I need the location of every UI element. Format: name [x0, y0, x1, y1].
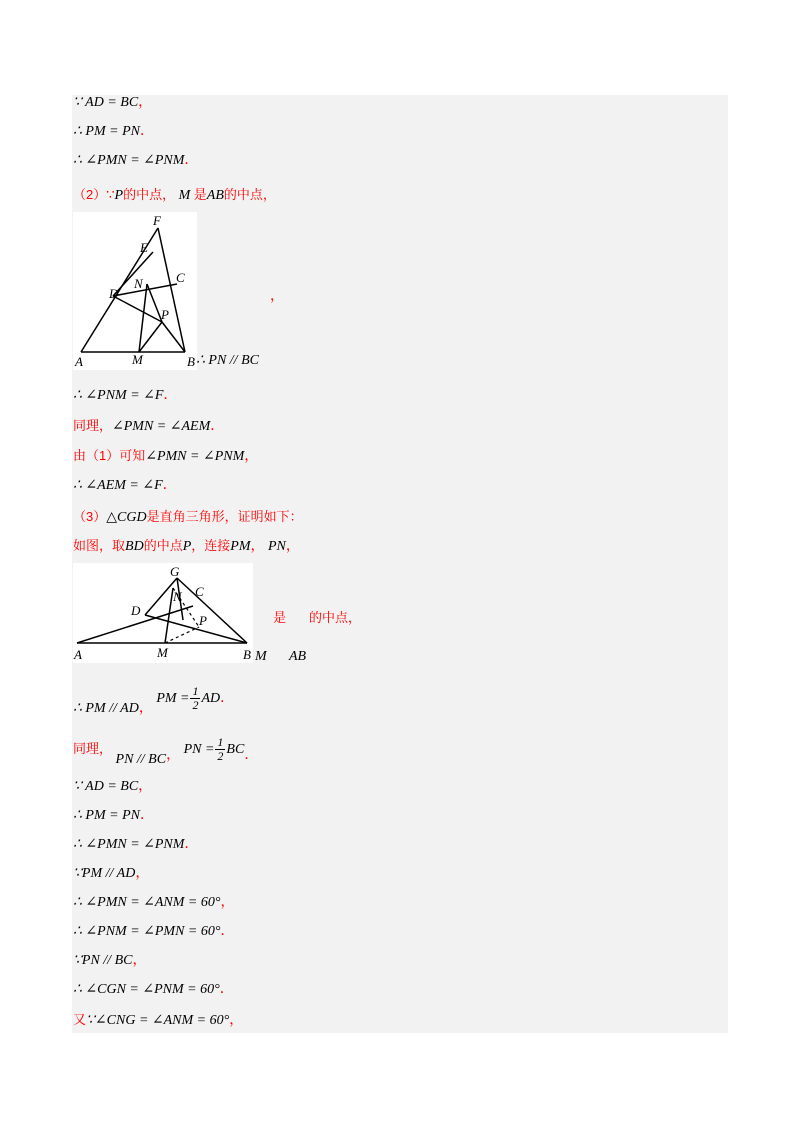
label-b: B	[243, 647, 251, 662]
proof-line-21	[73, 1008, 243, 1032]
proof-line-11	[73, 684, 235, 724]
math-text: ∵ AD = BC	[73, 95, 139, 110]
math-text: AD	[201, 691, 221, 706]
red-text: 又	[73, 1012, 87, 1027]
red-text: （3）	[73, 509, 107, 524]
comma: ，	[138, 779, 153, 794]
fraction	[190, 685, 200, 712]
label-a: A	[75, 354, 83, 369]
period: ．	[244, 748, 259, 763]
period: ．	[220, 691, 235, 706]
red-text: 是	[273, 610, 287, 625]
math-text: BC	[226, 742, 245, 757]
math-text: ∵ AD = BC	[73, 779, 139, 794]
math-text: ∴ PM = PN	[73, 808, 140, 823]
math-text: ∴ ∠PMN = ∠PNM	[73, 837, 185, 852]
label-m: M	[132, 352, 143, 367]
label-b: B	[187, 354, 195, 369]
math-text: ∠PMN = ∠AEM	[112, 419, 211, 434]
comma: ，	[285, 539, 300, 554]
math-text: PN	[268, 539, 286, 554]
label-n: N	[134, 276, 143, 291]
red-text: 由（1）可知	[73, 448, 146, 463]
figure-2-svg	[73, 563, 253, 663]
math-text: M	[178, 188, 191, 203]
period: ．	[139, 808, 154, 823]
geometry-figure-1	[73, 212, 197, 370]
red-text: 是直角三角形，证明如下：	[146, 509, 303, 524]
numerator: 1	[217, 735, 224, 750]
math-text: AB	[289, 649, 307, 664]
math-text: PN // BC	[115, 752, 167, 767]
math-text: AB	[206, 188, 224, 203]
math-text: ∴ PN // BC	[196, 353, 259, 368]
proof-line-5	[73, 384, 177, 408]
proof-line-8	[73, 474, 177, 498]
math-text: ∴ ∠PNM = ∠F	[73, 388, 164, 403]
math-text: ∴ PM // AD	[73, 701, 139, 716]
math-text: P	[114, 188, 124, 203]
comma: ，	[244, 449, 259, 464]
red-text: 如图，取	[73, 538, 126, 553]
red-text: 的中点	[143, 538, 183, 553]
figure-1-comma	[270, 285, 284, 309]
proof-line-2	[73, 120, 154, 144]
label-p: P	[161, 307, 169, 322]
math-frac-expr	[183, 735, 245, 764]
label-f: F	[153, 213, 161, 228]
comma: ，	[250, 539, 265, 554]
math-text: PM =	[156, 691, 190, 706]
proof-line-18	[73, 920, 234, 944]
proof-line-15	[73, 833, 198, 857]
proof-line-16	[73, 862, 149, 886]
math-text: ∴ ∠PNM = ∠PMN = 60°	[73, 924, 221, 939]
segment-mn	[165, 588, 173, 643]
math-text: ∴ ∠PMN = ∠PNM	[73, 153, 185, 168]
math-text: P	[182, 539, 192, 554]
figure-1-svg	[73, 212, 197, 370]
label-m: M	[157, 645, 168, 660]
figure-2-m	[255, 645, 267, 669]
label-a: A	[74, 647, 82, 662]
proof-line-6	[73, 414, 224, 438]
math-text: PM	[230, 539, 251, 554]
segment-dp	[113, 296, 162, 322]
proof-line-4	[73, 183, 276, 207]
red-text: 的中点，	[309, 610, 362, 625]
math-text: ∵PN // BC	[73, 953, 133, 968]
proof-line-20	[73, 978, 234, 1002]
comma: ，	[132, 953, 147, 968]
label-p: P	[199, 613, 207, 628]
segment-me	[139, 284, 147, 352]
comma: ，	[135, 866, 150, 881]
period: ．	[184, 837, 199, 852]
geometry-figure-2	[73, 563, 253, 663]
period: ．	[139, 124, 154, 139]
comma: ，	[229, 1013, 244, 1028]
period: ．	[184, 153, 199, 168]
red-text: （2）∵	[73, 187, 115, 202]
dashed-pm	[165, 627, 199, 643]
period: ．	[220, 924, 235, 939]
period: ．	[210, 419, 225, 434]
red-text: 同理，	[73, 418, 113, 433]
proof-line-10	[73, 534, 300, 558]
comma: ，	[138, 701, 153, 716]
math-text: PN =	[183, 742, 215, 757]
proof-line-19	[73, 949, 146, 973]
segment-np	[147, 284, 162, 322]
comma: ，	[138, 95, 153, 110]
comma: ，	[166, 748, 181, 763]
red-text: 的中点，	[123, 187, 176, 202]
comma: ，	[270, 289, 284, 304]
proof-line-14	[73, 804, 154, 828]
period: ．	[219, 982, 234, 997]
proof-line-12	[73, 735, 259, 770]
math-text: BD	[125, 539, 144, 554]
red-text: ，连接	[191, 538, 231, 553]
proof-line-17	[73, 891, 234, 915]
proof-line-1	[73, 91, 152, 115]
math-text: ∴ ∠CGN = ∠PNM = 60°	[73, 982, 220, 997]
label-d: D	[109, 286, 119, 301]
figure-2-is	[273, 606, 286, 630]
numerator: 1	[192, 684, 199, 699]
proof-line-9	[73, 505, 303, 529]
fraction	[215, 736, 225, 763]
label-c: C	[176, 270, 185, 285]
label-d: D	[131, 603, 141, 618]
red-text: 同理，	[73, 741, 113, 756]
math-frac-expr	[156, 684, 221, 713]
label-g: G	[170, 564, 180, 579]
math-text: ∴ ∠AEM = ∠F	[73, 478, 163, 493]
figure-1-tail	[196, 349, 259, 373]
figure-2-ab	[289, 645, 306, 669]
math-text: M	[255, 649, 267, 664]
proof-line-7	[73, 444, 258, 468]
math-text: ∵∠CNG = ∠ANM = 60°	[86, 1013, 230, 1028]
proof-line-13	[73, 775, 152, 799]
math-text: ∴ ∠PMN = ∠ANM = 60°	[73, 895, 221, 910]
math-text: ∠PMN = ∠PNM	[145, 449, 245, 464]
denominator: 2	[217, 749, 224, 764]
label-n: N	[173, 589, 182, 604]
period: ．	[163, 388, 178, 403]
period: ．	[162, 478, 177, 493]
math-text: ∵PM // AD	[73, 866, 136, 881]
proof-line-3	[73, 149, 198, 173]
figure-2-midpoint	[309, 606, 361, 630]
label-e: E	[140, 240, 148, 255]
math-text: △CGD	[106, 510, 147, 525]
label-c: C	[195, 584, 204, 599]
red-text: 是	[193, 187, 207, 202]
comma: ，	[220, 895, 235, 910]
red-text: 的中点，	[223, 187, 276, 202]
math-text: ∴ PM = PN	[73, 124, 140, 139]
denominator: 2	[192, 698, 199, 713]
